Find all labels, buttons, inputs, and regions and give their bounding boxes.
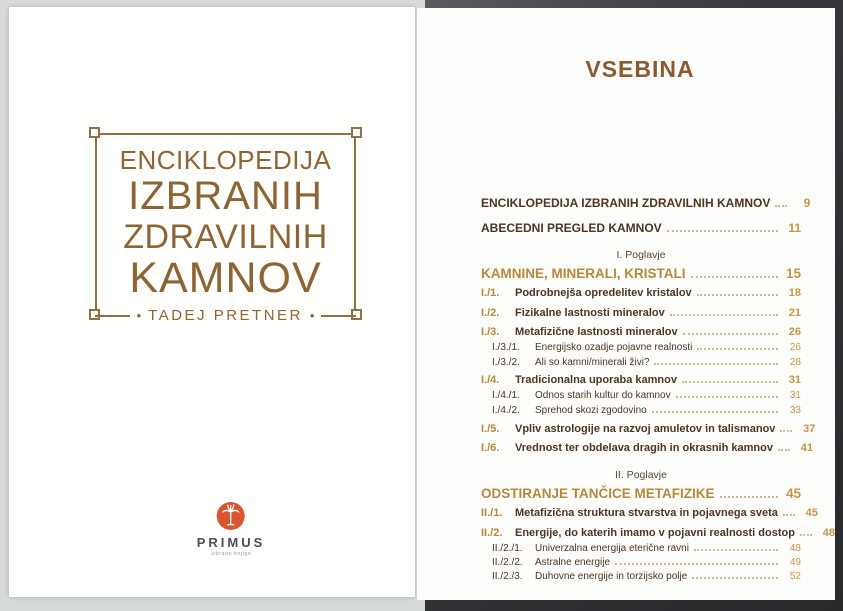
toc-entry-number: I./3./2.	[492, 356, 520, 368]
cover-title-line: ENCIKLOPEDIJA	[119, 145, 332, 175]
toc-entry-title: Univerzalna energija eterične ravni	[535, 542, 689, 554]
toc-entry-page: 26	[788, 326, 801, 339]
dot-leader	[615, 556, 778, 565]
toc-entry-page: 41	[800, 442, 813, 454]
dot-leader	[783, 507, 795, 516]
toc-entry-title: Ali so kamni/minerali živi?	[535, 356, 650, 368]
dot-leader	[676, 389, 778, 398]
toc-entry-title: ENCIKLOPEDIJA IZBRANIH ZDRAVILNIH KAMNOV	[481, 196, 771, 210]
cover-title	[97, 147, 354, 300]
toc-entry-number: I./3./1.	[492, 342, 520, 354]
toc-entry	[481, 389, 801, 401]
dot-leader	[692, 571, 778, 580]
dot-leader	[691, 267, 779, 278]
dot-leader	[800, 526, 812, 535]
toc-entry-page: 31	[788, 374, 801, 387]
dot-leader	[654, 356, 778, 365]
toc-entry-page: 9	[803, 196, 811, 210]
toc-entry	[481, 542, 801, 554]
toc-entry	[481, 571, 801, 583]
dot-leader	[682, 374, 778, 383]
toc-entry	[481, 486, 801, 501]
primus-tree-logo-icon	[216, 501, 246, 531]
toc-entry	[481, 404, 801, 416]
toc-entry-page: 15	[785, 266, 801, 281]
toc-entry	[481, 221, 801, 235]
toc-entry-page: 18	[788, 287, 801, 300]
dot-leader	[670, 306, 778, 315]
author-name: TADEJ PRETNER	[148, 307, 303, 324]
toc-entry-page: 28	[789, 356, 801, 368]
toc-entry-number: I./3.	[481, 326, 500, 339]
toc-entry-page: 52	[789, 571, 801, 583]
dot-leader	[778, 442, 790, 451]
page-title: VSEBINA	[585, 56, 695, 82]
chapter-label: I. Poglavje	[616, 249, 666, 261]
cover-page	[9, 7, 415, 597]
toc-entry-title: Duhovne energije in torzijsko polje	[535, 571, 688, 583]
publisher-name: PRIMUS	[196, 535, 266, 550]
toc-entry	[481, 526, 835, 539]
dot-leader	[775, 197, 787, 207]
toc-entry-page: 37	[803, 422, 816, 435]
toc-entry-title: Vpliv astrologije na razvoj amuletov in talismanov	[515, 422, 776, 435]
toc-entry-page: 26	[789, 342, 801, 354]
toc-entry	[481, 287, 801, 300]
toc-list	[481, 196, 835, 583]
dot-leader	[667, 222, 778, 232]
toc-entry-number: I./4./1.	[492, 390, 520, 402]
dot-leader	[780, 422, 792, 431]
cover-title-line: KAMNOV	[129, 254, 322, 302]
dot-leader	[652, 404, 778, 413]
toc-entry-title: KAMNINE, MINERALI, KRISTALI	[481, 266, 686, 281]
toc-entry-title: Energije, do katerih imamo v pojavni realnosti dostop	[515, 526, 795, 539]
dot-leader	[694, 542, 778, 551]
toc-entry	[481, 306, 801, 319]
toc-entry-title: ABECEDNI PREGLED KAMNOV	[481, 221, 662, 235]
publisher-tagline: izbrane knjige	[210, 551, 252, 557]
toc-entry-title: Odnos starih kultur do kamnov	[535, 390, 671, 402]
chapter-label: II. Poglavje	[615, 469, 667, 481]
toc-entry-title: Vrednost ter obdelava dragih in okrasnih kamnov	[515, 442, 773, 454]
frame-corner-ornament	[351, 127, 362, 138]
dot-leader	[683, 326, 778, 335]
toc-entry-title: Tradicionalna uporaba kamnov	[515, 374, 677, 387]
dot-leader	[697, 287, 778, 296]
toc-entry-page: 45	[785, 486, 801, 501]
toc-page	[417, 8, 835, 600]
toc-entry-number: II./2./1.	[492, 542, 523, 554]
toc-entry-page: 33	[789, 404, 801, 416]
toc-entry-number: II./2./3.	[492, 571, 523, 583]
toc-entry-page: 48	[822, 526, 835, 539]
toc-entry-title: Metafizične lastnosti mineralov	[515, 326, 678, 339]
author-rule-left	[95, 315, 130, 317]
frame-corner-ornament	[89, 127, 100, 138]
toc-entry	[481, 374, 801, 387]
toc-entry	[481, 196, 811, 210]
toc-entry-title: Sprehod skozi zgodovino	[535, 404, 647, 416]
author-rule-right	[321, 315, 356, 317]
toc-entry-number: II./1.	[481, 507, 503, 520]
toc-entry-number: II./2./2.	[492, 557, 523, 569]
dot-leader	[697, 341, 778, 350]
toc-entry	[481, 442, 813, 455]
toc-entry-number: II./2.	[481, 526, 503, 539]
toc-entry-title: Fizikalne lastnosti mineralov	[515, 306, 665, 319]
toc-entry	[481, 556, 801, 568]
toc-entry-title: Metafizična struktura stvarstva in pojavnega sveta	[515, 507, 778, 520]
toc-entry	[481, 341, 801, 353]
toc-entry-number: I./1.	[481, 287, 500, 300]
toc-entry-title: Astralne energije	[535, 557, 611, 569]
toc-entry-page: 21	[788, 306, 801, 319]
publisher-block	[197, 501, 266, 557]
toc-entry-page: 31	[789, 390, 801, 402]
cover-title-line: IZBRANIH	[128, 174, 323, 218]
toc-entry-number: I./5.	[481, 422, 500, 435]
toc-entry	[481, 507, 818, 520]
toc-entry-number: I./4.	[481, 374, 500, 387]
toc-entry-number: I./6.	[481, 442, 500, 454]
toc-entry-page: 45	[805, 507, 818, 520]
toc-entry-title: Energijsko ozadje pojavne realnosti	[535, 342, 693, 354]
toc-entry-title: ODSTIRANJE TANČICE METAFIZIKE	[481, 486, 715, 501]
toc-entry-number: I./4./2.	[492, 404, 520, 416]
toc-entry	[481, 326, 801, 339]
cover-title-line: ZDRAVILNIH	[123, 218, 328, 256]
toc-entry-page: 48	[789, 542, 801, 554]
toc-entry-title: Podrobnejša opredelitev kristalov	[515, 287, 692, 300]
toc-entry	[481, 356, 801, 368]
toc-entry-page: 11	[788, 221, 801, 235]
toc-entry-page: 49	[789, 557, 801, 569]
author-row: • TADEJ PRETNER •	[95, 307, 356, 324]
dot-leader	[720, 487, 778, 498]
toc-entry	[481, 422, 816, 435]
cover-title-frame	[95, 133, 356, 324]
toc-entry	[481, 266, 801, 281]
toc-entry-number: I./2.	[481, 306, 500, 319]
